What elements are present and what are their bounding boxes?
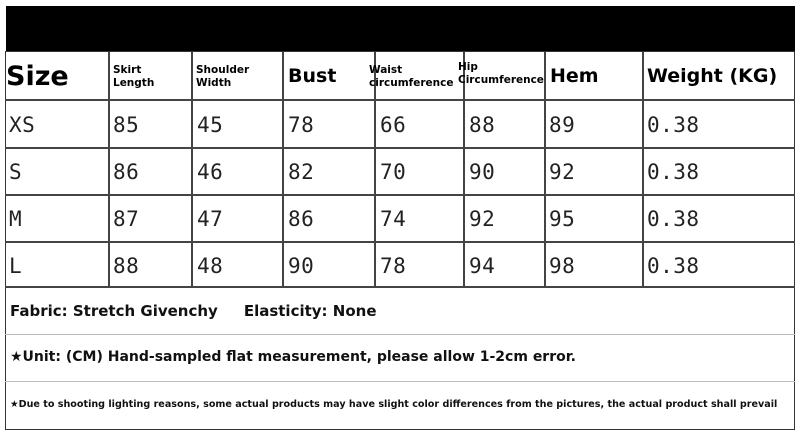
cell-shoulder-width: 48 xyxy=(197,254,224,278)
cell-hip: 92 xyxy=(469,207,496,231)
header-black-bar xyxy=(6,6,795,52)
header-skirt-length xyxy=(113,64,154,90)
header-hip xyxy=(458,61,544,87)
cell-weight: 0.38 xyxy=(647,254,700,278)
cell-shoulder-width: 46 xyxy=(197,160,224,184)
column-divider xyxy=(191,52,193,287)
cell-hem: 95 xyxy=(549,207,576,231)
table-bottom-divider xyxy=(5,286,795,288)
cell-size: M xyxy=(9,207,23,231)
row-divider xyxy=(5,194,795,196)
header-hip-line1: Hip xyxy=(458,61,478,73)
cell-size: S xyxy=(9,160,23,184)
header-hip-line2: Circumference xyxy=(458,74,544,86)
header-waist-line1: Waist xyxy=(369,64,403,76)
cell-hip: 90 xyxy=(469,160,496,184)
fabric-note xyxy=(10,302,377,320)
header-skirt-length-line2: Length xyxy=(113,77,155,89)
cell-skirt-length: 88 xyxy=(113,254,140,278)
notes-divider xyxy=(5,381,795,382)
cell-hip: 88 xyxy=(469,113,496,137)
cell-shoulder-width: 45 xyxy=(197,113,224,137)
cell-skirt-length: 85 xyxy=(113,113,140,137)
header-row-divider xyxy=(5,99,795,101)
header-hem: Hem xyxy=(550,65,599,87)
header-waist-line2: circumference xyxy=(369,77,454,89)
notes-divider xyxy=(5,334,795,335)
cell-weight: 0.38 xyxy=(647,113,700,137)
cell-waist: 66 xyxy=(380,113,407,137)
cell-bust: 86 xyxy=(288,207,315,231)
cell-bust: 82 xyxy=(288,160,315,184)
cell-size: L xyxy=(9,254,23,278)
header-waist xyxy=(369,64,453,90)
column-divider xyxy=(642,52,644,287)
disclaimer-note: ★Due to shooting lighting reasons, some actual products may have slight color differences from the pictures, the actual product shall prevail xyxy=(10,399,778,410)
row-divider xyxy=(5,241,795,243)
header-bust: Bust xyxy=(288,65,337,87)
column-divider xyxy=(108,52,110,287)
header-skirt-length-line1: Skirt xyxy=(113,64,142,76)
column-divider xyxy=(463,52,465,287)
fabric-text: Fabric: Stretch Givenchy xyxy=(10,302,218,320)
header-shoulder-width-line2: Width xyxy=(196,77,232,89)
column-divider xyxy=(282,52,284,287)
cell-weight: 0.38 xyxy=(647,207,700,231)
cell-bust: 78 xyxy=(288,113,315,137)
header-shoulder-width-line1: Shoulder xyxy=(196,64,250,76)
cell-waist: 70 xyxy=(380,160,407,184)
cell-shoulder-width: 47 xyxy=(197,207,224,231)
cell-weight: 0.38 xyxy=(647,160,700,184)
row-divider xyxy=(5,147,795,149)
cell-waist: 74 xyxy=(380,207,407,231)
cell-skirt-length: 87 xyxy=(113,207,140,231)
header-shoulder-width xyxy=(196,64,249,90)
cell-waist: 78 xyxy=(380,254,407,278)
cell-bust: 90 xyxy=(288,254,315,278)
unit-note: ★Unit: (CM) Hand-sampled flat measurement, please allow 1-2cm error. xyxy=(10,349,576,365)
elasticity-text: Elasticity: None xyxy=(243,302,377,320)
header-size: Size xyxy=(6,61,69,92)
header-weight: Weight (KG) xyxy=(647,65,778,87)
cell-hem: 89 xyxy=(549,113,576,137)
cell-skirt-length: 86 xyxy=(113,160,140,184)
cell-hem: 92 xyxy=(549,160,576,184)
column-divider xyxy=(544,52,546,287)
cell-hip: 94 xyxy=(469,254,496,278)
cell-size: XS xyxy=(9,113,36,137)
cell-hem: 98 xyxy=(549,254,576,278)
